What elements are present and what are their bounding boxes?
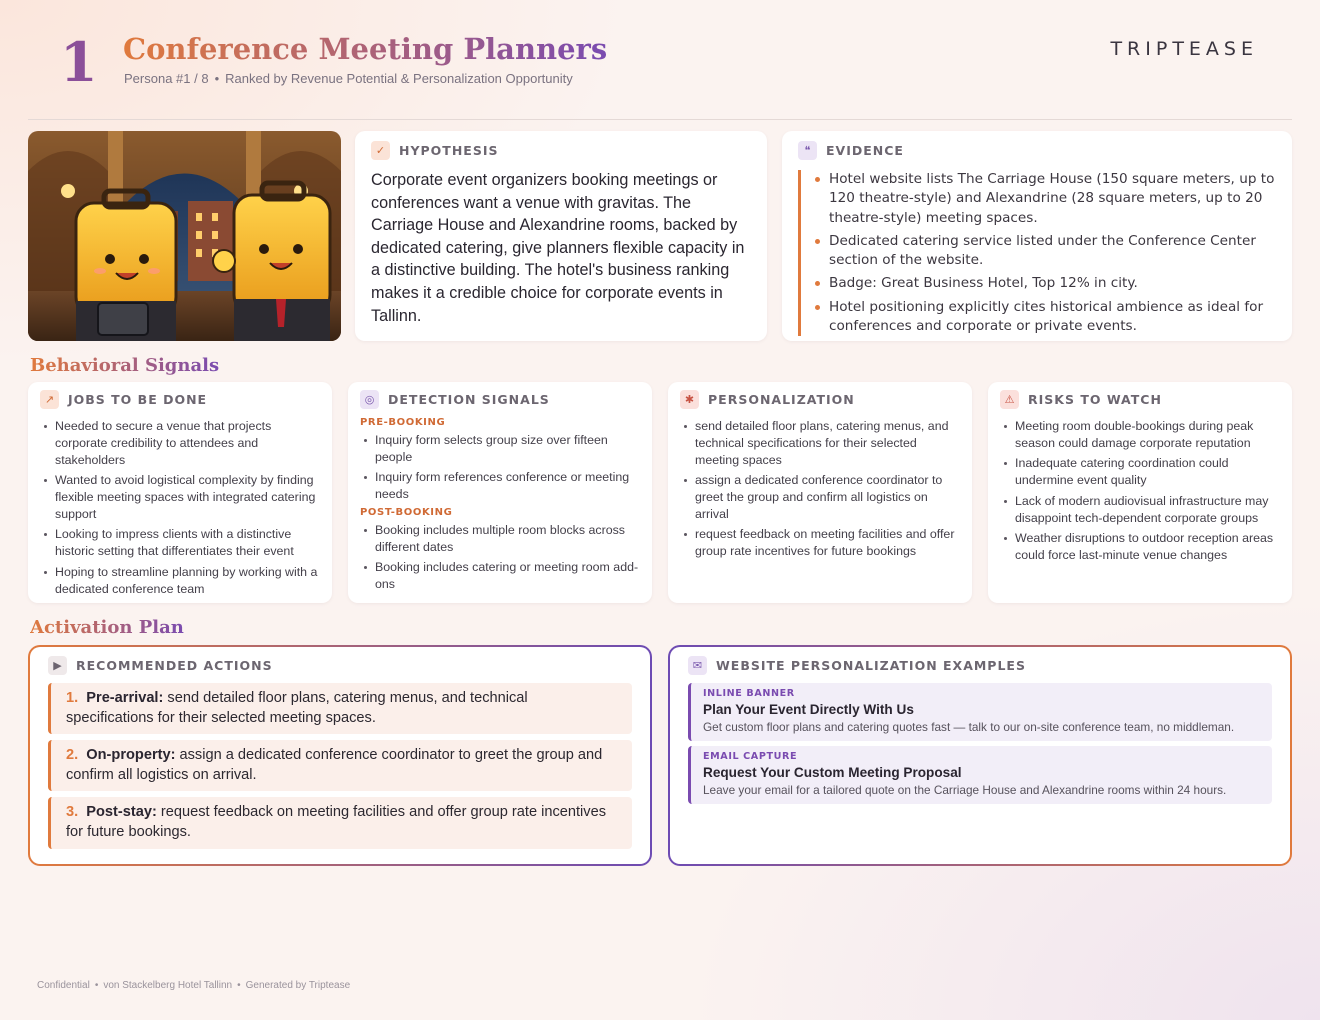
jobs-label: JOBS TO BE DONE <box>68 392 208 407</box>
list-item: Booking includes catering or meeting room add-ons <box>360 559 640 593</box>
example-tag: EMAIL CAPTURE <box>703 751 798 762</box>
risks-header <box>1000 390 1280 409</box>
hero-illustration-svg <box>28 131 341 341</box>
separator-dot: • <box>237 980 241 991</box>
example-title: Request Your Custom Meeting Proposal <box>703 765 962 780</box>
list-item: Weather disruptions to outdoor reception areas could force last-minute venue changes <box>1000 530 1280 564</box>
evidence-list <box>798 170 1276 336</box>
risks-card <box>988 382 1292 603</box>
list-item: request feedback on meeting facilities and offer group rate incentives for future bookings <box>680 526 960 560</box>
pre-booking-list <box>360 432 640 503</box>
website-personalization-inner <box>670 647 1290 864</box>
action-item <box>48 683 632 734</box>
list-item: assign a dedicated conference coordinator to greet the group and confirm all logistics on arrival <box>680 472 960 522</box>
arrow-up-right-icon: ↗ <box>40 390 59 409</box>
recommended-actions-card <box>28 645 652 866</box>
example-description: Get custom floor plans and catering quotes fast — talk to our on-site conference team, no middleman. <box>703 720 1235 734</box>
list-item: Needed to secure a venue that projects corporate credibility to attendees and stakeholders <box>40 418 320 468</box>
page-subtitle <box>124 71 573 86</box>
risks-list <box>1000 418 1280 564</box>
list-item: Lack of modern audiovisual infrastructure may disappoint tech-dependent corporate groups <box>1000 493 1280 527</box>
action-text: send detailed floor plans, catering menus, and technical specifications for their selected meeting spaces. <box>66 690 528 726</box>
activation-plan-title: Activation Plan <box>30 617 184 638</box>
warning-icon: ⚠ <box>1000 390 1019 409</box>
list-item: Wanted to avoid logistical complexity by finding flexible meeting spaces with integrated catering support <box>40 472 320 522</box>
action-key: On-property: <box>86 747 176 764</box>
website-personalization-card <box>668 645 1292 866</box>
hypothesis-header <box>371 141 751 160</box>
list-item: Booking includes multiple room blocks across different dates <box>360 522 640 556</box>
action-text: assign a dedicated conference coordinator to greet the group and confirm all logistics on arrival. <box>66 747 603 783</box>
pre-booking-label: PRE-BOOKING <box>360 417 446 428</box>
jobs-to-be-done-card <box>28 382 332 603</box>
recommended-list <box>48 683 632 849</box>
jobs-list <box>40 418 320 597</box>
detection-header <box>360 390 640 409</box>
evidence-item: Hotel positioning explicitly cites historical ambience as ideal for conferences and corporate or private events. <box>815 298 1276 337</box>
page-title: Conference Meeting Planners <box>123 32 608 66</box>
quote-icon: ❝ <box>798 141 817 160</box>
post-booking-list <box>360 522 640 593</box>
detection-signals-card <box>348 382 652 603</box>
evidence-item: Badge: Great Business Hotel, Top 12% in city. <box>815 274 1276 293</box>
page-header <box>28 30 1292 120</box>
list-item: Looking to impress clients with a distinctive historic setting that differentiates their event <box>40 526 320 560</box>
page-footer <box>37 980 350 991</box>
example-item <box>688 746 1272 804</box>
hypothesis-text: Corporate event organizers booking meetings or conferences want a venue with gravitas. The Carriage House and Alexandrine rooms, backed by dedicated catering, give planners flexible capacity in a distinctive building. The hotel's business ranking makes it a credible choice for corporate events in Tallinn. <box>371 171 745 325</box>
hypothesis-card <box>355 131 767 341</box>
target-icon: ◎ <box>360 390 379 409</box>
list-item: Hoping to streamline planning by working with a dedicated conference team <box>40 564 320 598</box>
list-item: Inquiry form selects group size over fifteen people <box>360 432 640 466</box>
recommended-header <box>48 656 632 675</box>
list-item: Meeting room double-bookings during peak season could damage corporate reputation <box>1000 418 1280 452</box>
action-number: 2. <box>66 747 79 764</box>
footer-hotel: von Stackelberg Hotel Tallinn <box>103 980 233 991</box>
ranking-text: Ranked by Revenue Potential & Personalization Opportunity <box>225 71 573 86</box>
sparkle-icon: ✱ <box>680 390 699 409</box>
evidence-item: Hotel website lists The Carriage House (150 square meters, up to 120 theatre-style) and Alexandrine (28 square meters, up to 20 theatre-style) meeting spaces. <box>815 170 1276 228</box>
evidence-item: Dedicated catering service listed under the Conference Center section of the website. <box>815 232 1276 271</box>
list-item: Inadequate catering coordination could undermine event quality <box>1000 455 1280 489</box>
persona-count: Persona #1 / 8 <box>124 71 209 86</box>
recommended-actions-inner <box>30 647 650 864</box>
evidence-label: EVIDENCE <box>826 143 904 158</box>
footer-generated: Generated by Triptease <box>245 980 351 991</box>
evidence-card <box>782 131 1292 341</box>
separator-dot: • <box>214 71 220 86</box>
personalization-label: PERSONALIZATION <box>708 392 855 407</box>
brand-logo: TRIPTEASE <box>1110 38 1258 60</box>
personalization-header <box>680 390 960 409</box>
example-description: Leave your email for a tailored quote on the Carriage House and Alexandrine rooms within 24 hours. <box>703 783 1227 797</box>
personalization-card <box>668 382 972 603</box>
example-item <box>688 683 1272 741</box>
checkmark-icon: ✓ <box>371 141 390 160</box>
action-key: Pre-arrival: <box>86 690 164 706</box>
recommended-label: RECOMMENDED ACTIONS <box>76 658 273 673</box>
hero-illustration <box>28 131 341 341</box>
evidence-header <box>798 141 1276 160</box>
list-item: Inquiry form references conference or meeting needs <box>360 469 640 503</box>
action-number: 1. <box>66 690 79 706</box>
separator-dot: • <box>94 980 99 991</box>
website-label: WEBSITE PERSONALIZATION EXAMPLES <box>716 658 1026 673</box>
risks-label: RISKS TO WATCH <box>1028 392 1162 407</box>
action-text: request feedback on meeting facilities and offer group rate incentives for future bookings. <box>66 804 607 840</box>
persona-number: 1 <box>60 30 98 94</box>
post-booking-label: POST-BOOKING <box>360 506 453 518</box>
example-title: Plan Your Event Directly With Us <box>703 702 914 717</box>
action-key: Post-stay: <box>86 804 157 821</box>
list-item: send detailed floor plans, catering menus, and technical specifications for their selected meeting spaces <box>680 418 960 468</box>
behavioral-signals-title: Behavioral Signals <box>30 355 220 376</box>
website-header <box>688 656 1272 675</box>
play-icon: ▶ <box>48 656 67 675</box>
hypothesis-label: HYPOTHESIS <box>399 143 499 158</box>
jobs-header <box>40 390 320 409</box>
personalization-list <box>680 418 960 560</box>
action-number: 3. <box>66 804 79 821</box>
detection-label: DETECTION SIGNALS <box>388 392 550 407</box>
action-item <box>48 797 632 848</box>
action-item <box>48 740 632 791</box>
envelope-icon: ✉ <box>688 656 707 675</box>
website-examples-list <box>688 683 1272 804</box>
footer-confidential: Confidential <box>37 980 90 991</box>
example-tag: INLINE BANNER <box>703 688 795 699</box>
